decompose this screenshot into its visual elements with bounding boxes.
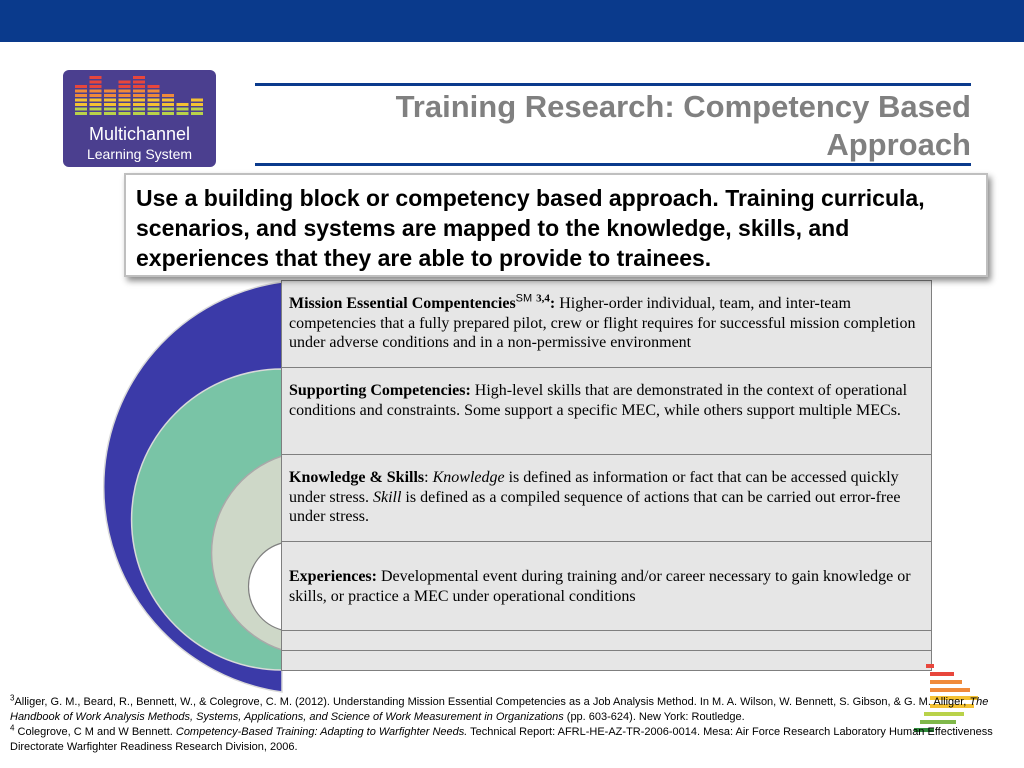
row-knowledge-skills (281, 454, 932, 542)
row-experiences (281, 541, 932, 631)
term-supporting: Supporting Competencies: (289, 382, 471, 399)
term-knowledge-skills: Knowledge & Skills (289, 469, 425, 486)
row-empty-2 (281, 650, 932, 671)
term-separator: : (549, 295, 556, 312)
knowledge-word: Knowledge (432, 469, 505, 486)
reference-marks: 3,4 (536, 292, 550, 305)
row-supporting (281, 367, 932, 455)
experiences-definition: Developmental event during training and/or career necessary to gain knowledge or skills, or practice a MEC under operational conditions (289, 568, 911, 605)
skill-word: Skill (372, 488, 402, 506)
footnote-number: 4 (10, 723, 15, 733)
term-mission-essential: Mission Essential Compentencies (289, 295, 516, 312)
supporting-definition: High-level skills that are demonstrated in the context of operational conditions and constraints. Some support a specific MEC, while others support multiple MECs. (289, 382, 908, 419)
service-mark: SM (515, 292, 533, 305)
mission-essential-definition: Higher-order individual, team, and inter-team competencies that a fully prepared pilot, crew or flight requires for successful mission completion under adverse conditions and in a non-permissive environment (289, 295, 916, 351)
footnote-3: $^3$Alliger, G. M., Beard, R., Bennett, W., & Colegrove, C. M. (2012). Understanding Mission Essential Competencies as a Job Analysis Method. In M. A. Wilson, W. Bennett, S. Gibson, & G. M. Alliger, The Handbook of Work Analysis Methods, Systems, Applications, and Science of Work Measurement in Organizations (pp. 603-624). New York: Routledge. (10, 693, 989, 723)
slide-title-line1: Training Research: Competency Based (395, 89, 971, 124)
logo-line1: Multichannel (88, 124, 191, 144)
logo-line2: Learning System (86, 146, 193, 162)
kd-colon: : (424, 469, 433, 486)
row-empty-1 (281, 630, 932, 651)
callout-box: Use a building block or competency based approach. Training curricula, scenarios, and systems are mapped to the knowledge, skills, and experiences that they are able to provide to trainees. (124, 173, 988, 277)
row-mission-essential (281, 280, 932, 368)
term-experiences: Experiences: (289, 568, 377, 585)
footnote-number: 3 (10, 693, 15, 703)
skill-definition: is defined as a compiled sequence of actions that can be carried out error-free under stress. (289, 488, 901, 525)
slide-title-line2: Approach (826, 127, 971, 162)
knowledge-definition: is defined as information or fact that can be accessed quickly under stress. (289, 469, 899, 506)
competency-table (281, 281, 932, 671)
footnote-4: $^4$ Colegrove, C M and W Bennett. Competency-Based Training: Adapting to Warfighter Needs. Technical Report: AFRL-HE-AZ-TR-2006-0014. Mesa: Air Force Research Laboratory Human Effectiveness Directorate Warfighter Readiness Research Division, 2006. (10, 723, 993, 753)
footnotes (10, 695, 1015, 755)
